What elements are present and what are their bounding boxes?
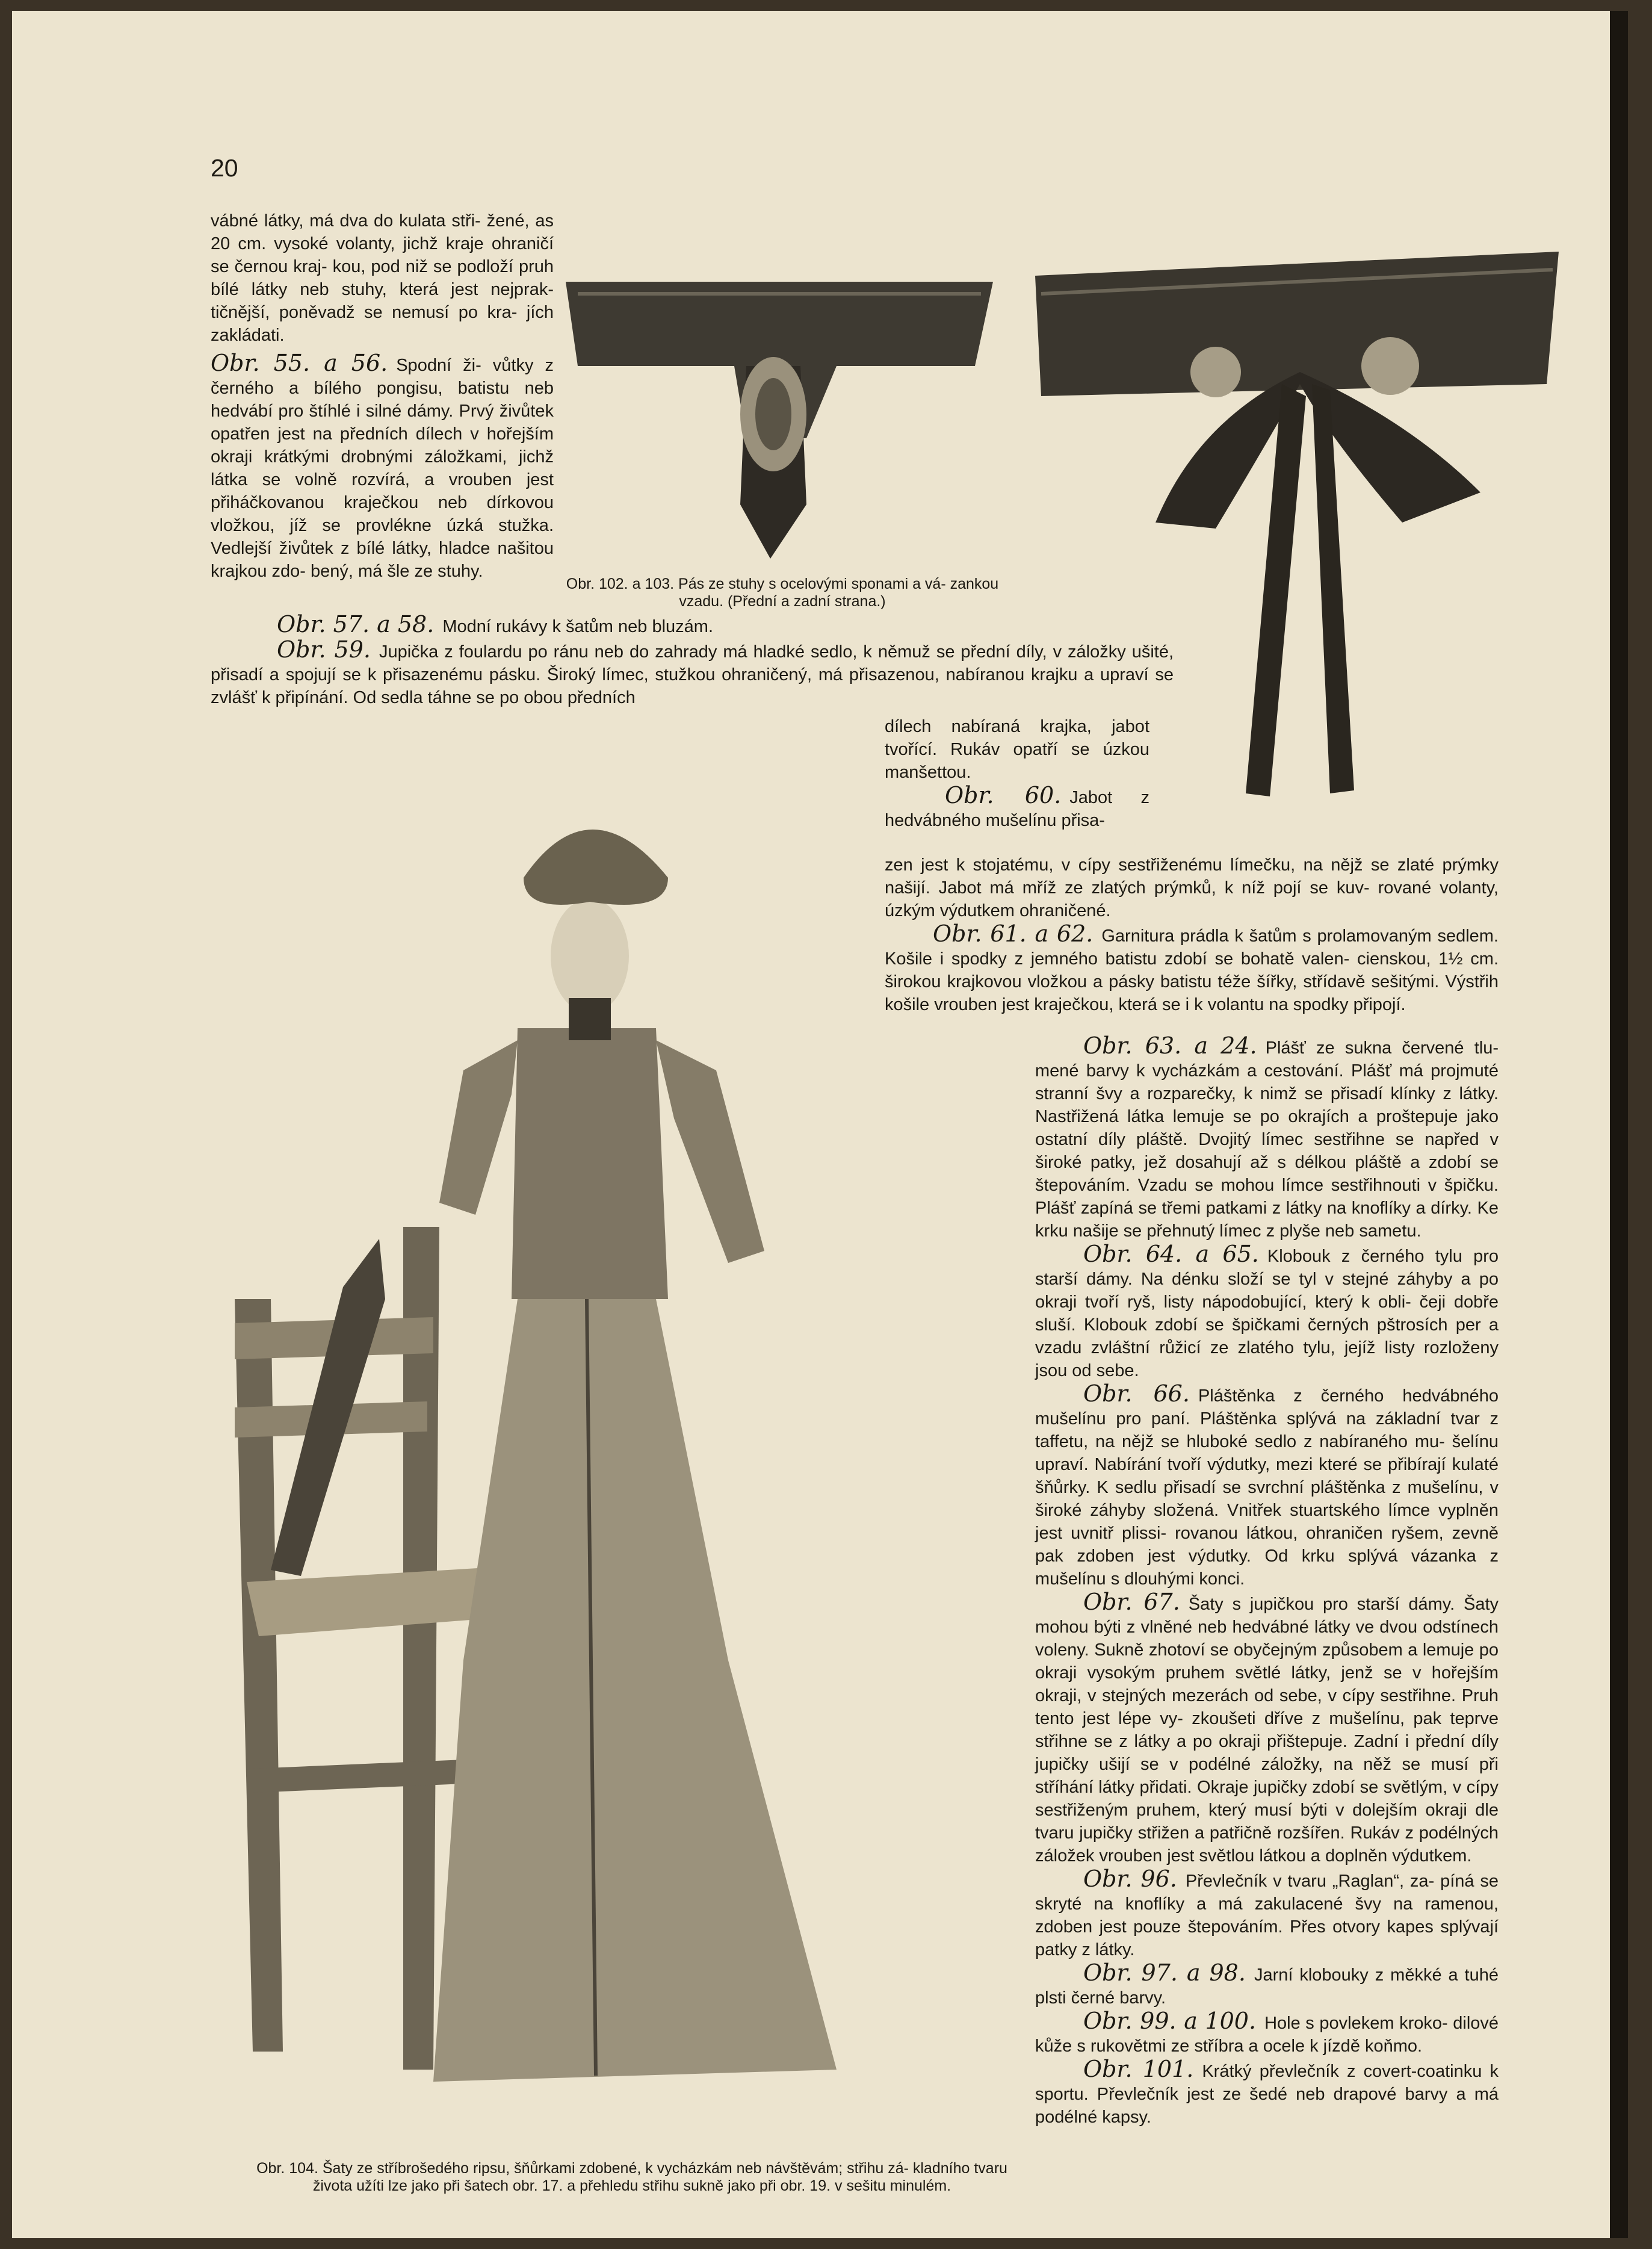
paragraph-text: Jabot z hedvábného mušelínu přisa- [885, 788, 1149, 830]
paragraph-obr-99 [1035, 2009, 1499, 2058]
figure-label: Obr. 60. [945, 782, 1062, 808]
paragraph-obr-101 [1035, 2058, 1499, 2129]
paragraph-text: Garnitura prádla k šatům s prolamovaným sedlem. Košile i spodky z jemného batistu zdobí se bohatě valen- cienskou, 1½ cm. širokou krajkovou vložkou a pásky batistu téže šířky, střídavě sešitými. Výstřih košile vrouben jest kraječkou, která se i k volantu na spodky připojí. [885, 926, 1499, 1014]
magazine-page [12, 11, 1628, 2238]
figure-label: Obr. 61. a 62. [933, 920, 1094, 947]
figure-label: Obr. 59. [277, 636, 371, 663]
figure-label: Obr. 64. a 65. [1083, 1241, 1259, 1267]
figure-label: Obr. 67. [1083, 1589, 1180, 1615]
paragraph-obr-66 [1035, 1382, 1499, 1590]
page-number: 20 [211, 154, 238, 182]
text-block-intro [211, 209, 554, 583]
text-block-obr-57 [211, 613, 1174, 709]
figure-label: Obr. 66. [1083, 1380, 1190, 1407]
text-block-obr-60 [885, 715, 1149, 832]
paragraph-text: Hole s povlekem kroko- dilové kůže s rukovětmi ze stříbra a ocele k jízdě koňmo. [1035, 2014, 1499, 2056]
paragraph-text: Klobouk z černého tylu pro starší dámy. Na dénku složí se tyl v stejné záhyby a po okraji tvoří ryš, listy nápodobující, který k obli- čeji dobře sluší. Klobouk zdobí se špičkami černých pštrosích per a vzadu zvláštní růžicí ze zlatého tylu, jejíž listy rozloženy jsou od sebe. [1035, 1247, 1499, 1380]
paragraph-text: Jarní klobouky z měkké a tuhé plsti černé barvy. [1035, 1965, 1499, 2008]
paragraph-intro: vábné látky, má dva do kulata stři- žené, as 20 cm. vysoké volanty, jichž kraje ohraničí se černou kraj- kou, pod niž se podloží pruh bílé látky neb stuhy, která jest nejprak- tičnější, poněvadž se nemusí po kra- jích zakládati. [211, 211, 554, 345]
paragraph-text: Šaty s jupičkou pro starší dámy. Šaty mohou býti z vlněné neb hedvábné látky ve dvou odstínech voleny. Sukně zhotoví se obyčejným způsobem a lemuje po okraji vysokým pruhem světlé látky, jenž se v hořejším okraji, v stejných mezerách od sebe, v cípy sestřihne. Pruh tento jest lépe vy- zkoušeti dříve z mušelínu, pak teprve střihne se z látky a po okraji přištepuje. Zadní i přední díly jupičky ušijí se v podélné záložky, na něž se musí při stříhání látky přidati. Okraje jupičky zdobí se světlým, v cípy sestřiženým pruhem, který musí býti v dolejším okraji dle tvaru jupičky střižen a patřičně rozšířen. Rukáv z podélných záložek vrouben jest světlou látkou a doplněn výdutkem. [1035, 1595, 1499, 1866]
paragraph-text: Krátký převlečník z covert-coatinku k sportu. Převlečník jest ze šedé neb drapové barvy a má podélné kapsy. [1035, 2062, 1499, 2127]
paragraph-obr-67 [1035, 1590, 1499, 1867]
paragraph-obr-60 [885, 784, 1149, 832]
text-block-right-upper [885, 854, 1499, 1016]
figure-label: Obr. 96. [1083, 1866, 1177, 1892]
paragraph-obr-64 [1035, 1242, 1499, 1382]
paragraph-text: Převlečník v tvaru „Raglan“, za- píná se skryté na knoflíky a má zakulacené švy na ramenou, zdoben jest pouze štepováním. Přes otvory kapes splývají patky z látky. [1035, 1872, 1499, 1959]
dress-illustration [235, 757, 897, 2100]
paragraph-obr-55 [211, 352, 554, 583]
figure-label: Obr. 57. a 58. [277, 611, 435, 637]
paragraph-obr-96 [1035, 1867, 1499, 1961]
paragraph-obr-59 [211, 638, 1174, 709]
paragraph-obr-63 [1035, 1034, 1499, 1242]
paragraph-obr-57 [211, 613, 1174, 638]
text-block-right-lower [1035, 1034, 1499, 2129]
paragraph-continuation: zen jest k stojatému, v cípy sestřiženému límečku, na nějž se zlaté prýmky našijí. Jabot má mříž ze zlatých prýmků, k níž pojí se kuv- rované volanty, úzkým výdutkem ohraničené. [885, 855, 1499, 920]
caption-obr-104: Obr. 104. Šaty ze stříbrošedého ripsu, šňůrkami zdobené, k vycházkám neb návštěvám; střihu zá- kladního tvaru života užíti lze jako při šatech obr. 17. a přehledu střihu sukně jako při obr. 19. v sešitu minulém. [256, 2160, 1007, 2194]
figure-label: Obr. 63. a 24. [1083, 1032, 1257, 1059]
paragraph-obr-61 [885, 922, 1499, 1016]
paragraph-text: Pláštěnka z černého hedvábného mušelínu pro paní. Pláštěnka splývá na základní tvar z taffetu, na nějž se hluboké sedlo z nabíraného mu- šelínu upraví. Nabírání tvoří výdutky, mezi které se přibírají kulaté šňůrky. K sedlu přisadí se svrchní pláštěnka z mušelínu, v široké záhyby složená. Vnitřek stuartského límce vyplněn jest uvnitř plissi- rovanou látkou, ohraničen ryšem, zevně pak zdoben jest výdutky. Od krku splývá vázanka z mušelínu s dlouhými konci. [1035, 1386, 1499, 1589]
figure-label: Obr. 97. a 98. [1083, 1959, 1246, 1986]
paragraph-text: Modní rukávy k šatům neb bluzám. [442, 617, 714, 636]
paragraph-text: Plášť ze sukna červené tlu- mené barvy k vycházkám a cestování. Plášť má projmuté stranní švy a rozparečky, k nimž se přisadí klínky z látky. Nastřižená látka lemuje se po okrajích a proštepuje jako ostatní díly pláště. Dvojitý límec sestřihne se napřed v široké patky, jež dosahují až s délkou pláště a zdobí se štepováním. Vzadu se mohou límce sestřihnouti v špičku. Plášť zapíná se třemi patkami z látky na knoflíky a dírky. Ke krku našije se přehnutý límec z plyše neb sametu. [1035, 1038, 1499, 1241]
caption-obr-102: Obr. 102. a 103. Pás ze stuhy s ocelovými sponami a vá- zankou vzadu. (Přední a zadní strana.) [566, 575, 999, 610]
dress-skirt [433, 1299, 837, 2082]
paragraph-text: Spodní ži- vůtky z černého a bílého pongisu, batistu neb hedvábí pro štíhlé i silné dámy. Prvý živůtek opatřen jest na předních dílech v hořejším okraji krátkými drobnými záložkami, jichž látka se volně rozvírá, a vrouben jest přiháčkovanou kraječkou neb dírkovou vložkou, jíž se provlékne úzká stužka. Vedlejší živůtek z bílé látky, hladce našitou krajkou zdo- bený, má šle ze stuhy. [211, 356, 554, 581]
page-binding-edge [1610, 11, 1628, 2238]
figure-label: Obr. 99. a 100. [1083, 2008, 1257, 2034]
belt-front-illustration [554, 276, 1011, 577]
figure-label: Obr. 55. a 56. [211, 350, 388, 376]
figure-label: Obr. 101. [1083, 2056, 1194, 2082]
paragraph-jabot: dílech nabíraná krajka, jabot tvořící. Rukáv opatří se úzkou manšettou. [885, 717, 1149, 782]
paragraph-obr-97 [1035, 1961, 1499, 2009]
paragraph-text: Jupička z foulardu po ránu neb do zahrady má hladké sedlo, k němuž se přední díly, v záložky ušité, přisadí a spojují se k přisazenému pásku. Široký límec, stužkou ohraničený, má přisazenou, nabíranou krajku a upraví se zvlášť k připínání. Od sedla táhne se po obou předních [211, 642, 1174, 707]
